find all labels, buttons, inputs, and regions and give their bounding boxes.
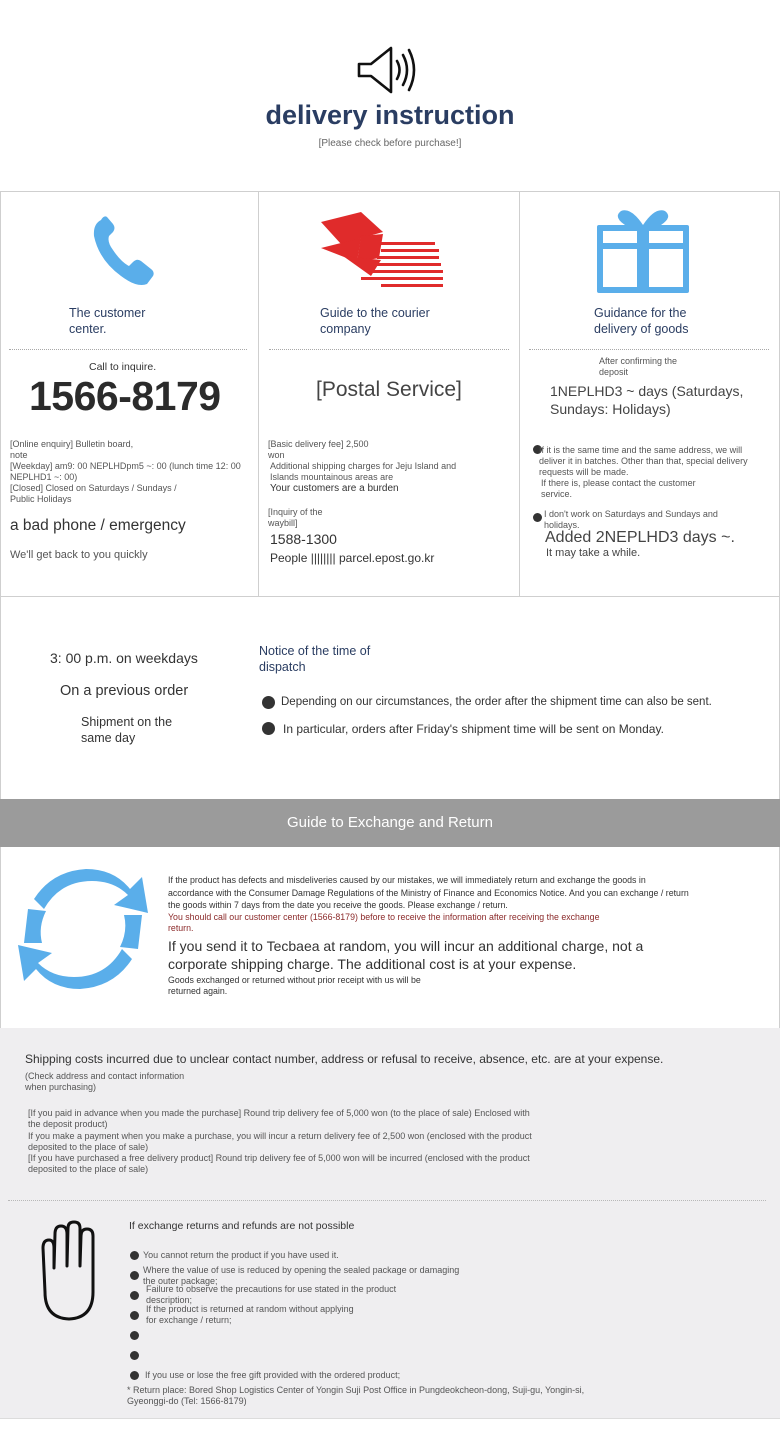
deposit-note: After confirming the deposit [599, 356, 678, 377]
call-label: Call to inquire. [89, 361, 157, 373]
dispatch-notice-title: Notice of the time of dispatch [259, 644, 371, 674]
check-address-note: (Check address and contact information when purchasing) [25, 1071, 185, 1092]
no-work-note: I don't work on Saturdays and Sundays and holidays. [544, 509, 718, 530]
callback-note: We'll get back to you quickly [10, 549, 148, 561]
bullet-icon [130, 1291, 139, 1300]
dispatch-time: 3: 00 p.m. on weekdays [50, 650, 198, 666]
waybill-phone: 1588-1300 [270, 531, 337, 547]
page-subtitle: [Please check before purchase!] [318, 138, 462, 149]
phone-icon [91, 214, 159, 288]
contact-note: If there is, please contact the customer service. [541, 478, 696, 499]
dispatch-item-2: In particular, orders after Friday's shipment time will be sent on Monday. [283, 722, 664, 736]
delivery-fee-info: [Basic delivery fee] 2,500 won Additional shipping charges for Jeju Island and Islands mountainous areas are [268, 439, 457, 482]
emergency-label: a bad phone / emergency [10, 517, 186, 534]
courier-column [259, 192, 520, 597]
bullet-icon [262, 696, 275, 709]
divider [8, 1200, 766, 1201]
added-days: Added 2NEPLHD3 days ~. [545, 529, 735, 546]
postal-service: [Postal Service] [316, 378, 462, 401]
not-possible-item: If you use or lose the free gift provided with the ordered product; [145, 1370, 401, 1380]
not-possible-item: Failure to observe the precautions for use stated in the product description; [146, 1284, 397, 1305]
not-possible-item: If the product is returned at random without applying for exchange / return; [146, 1304, 354, 1325]
same-day-shipment: Shipment on the same day [81, 715, 173, 745]
bullet-icon [130, 1271, 139, 1280]
previous-order: On a previous order [60, 683, 189, 699]
header [0, 0, 780, 192]
courier-logo-icon [321, 212, 445, 292]
goods-column [520, 192, 780, 597]
not-possible-heading: If exchange returns and refunds are not possible [129, 1220, 355, 1232]
hand-stop-icon [33, 1220, 103, 1322]
exchange-guide-header: Guide to Exchange and Return [0, 799, 780, 847]
divider [529, 349, 769, 350]
customer-phone-number: 1566-8179 [29, 373, 221, 419]
may-take-while: It may take a while. [546, 547, 641, 559]
bullet-icon [130, 1331, 139, 1340]
bullet-icon [130, 1371, 139, 1380]
dispatch-section [0, 597, 780, 799]
bullet-icon [533, 513, 542, 522]
return-fees: [If you paid in advance when you made the purchase] Round trip delivery fee of 5,000 won (to the place of sale) Enclosed with the deposit product) If you make a payment when you make a purchase, you will incur a return delivery fee of 2,500 won (enclosed with the product deposited to the place of sale) [If you have purchased a free delivery product] Round trip delivery fee of 5,000 won will be incurred (enclosed with the product deposited to the place of sale) [28, 1108, 532, 1174]
shipping-cost-section [0, 1028, 780, 1418]
not-possible-item: Where the value of use is reduced by opening the sealed package or damaging the outer package; [143, 1265, 460, 1286]
customer-center-title: The customer center. [69, 306, 146, 336]
exchange-warning: You should call our customer center (1566-8179) before to receive the information after receiving the exchange return. [168, 912, 600, 933]
no-receipt-note: Goods exchanged or returned without prior receipt with us will be returned again. [168, 975, 421, 996]
bullet-icon [130, 1251, 139, 1260]
bullet-icon [130, 1351, 139, 1360]
courier-title: Guide to the courier company [320, 306, 430, 336]
customer-hours: [Online enquiry] Bulletin board, note [Weekday] am9: 00 NEPLHDpm5 ~: 00 (lunch time 12: 00 NEPLHD1 ~: 00) [Closed] Closed on Saturdays / Sundays / Public Holidays [10, 439, 241, 504]
page-title: delivery instruction [265, 100, 515, 130]
waybill-site: People |||||||| parcel.epost.go.kr [270, 551, 435, 565]
bullet-icon [130, 1311, 139, 1320]
exchange-policy-text: If the product has defects and misdeliveries caused by our mistakes, we will immediately return and exchange the goods in accordance with the Consumer Damage Regulations of the Ministry of Finance and Economics Notice. And you can exchange / return the goods within 7 days from the date you receive the goods. Please exchange / return. [168, 875, 689, 910]
bullet-icon [262, 722, 275, 735]
refresh-icon [16, 865, 150, 993]
waybill-label: [Inquiry of the waybill] [268, 507, 323, 528]
info-columns [0, 191, 780, 597]
gift-icon [595, 207, 691, 293]
divider [9, 349, 247, 350]
return-place: * Return place: Bored Shop Logistics Center of Yongin Suji Post Office in Pungdeokcheon-dong, Suji-gu, Yongin-si, Gyeonggi-do (Tel: 1566-8179) [127, 1385, 585, 1406]
not-possible-item: You cannot return the product if you have used it. [143, 1250, 339, 1260]
divider [269, 349, 509, 350]
delivery-days: 1NEPLHD3 ~ days (Saturdays, Sundays: Holidays) [550, 383, 744, 417]
burden-note: Your customers are a burden [270, 483, 399, 494]
shipping-cost-heading: Shipping costs incurred due to unclear contact number, address or refusal to receive, absence, etc. are at your expense. [25, 1052, 664, 1066]
speaker-icon [355, 44, 417, 96]
exchange-section [0, 847, 780, 1028]
batch-delivery-note: If it is the same time and the same address, we will deliver it in batches. Other than that, special delivery requests will be made. [539, 445, 748, 477]
goods-title: Guidance for the delivery of goods [594, 306, 689, 336]
customer-center-column [0, 192, 259, 597]
dispatch-item-1: Depending on our circumstances, the order after the shipment time can also be sent. [281, 696, 712, 708]
random-return-charge: If you send it to Tecbaea at random, you will incur an additional charge, not a corporate shipping charge. The additional cost is at your expense. [168, 938, 644, 972]
footer-edge [0, 1418, 780, 1436]
